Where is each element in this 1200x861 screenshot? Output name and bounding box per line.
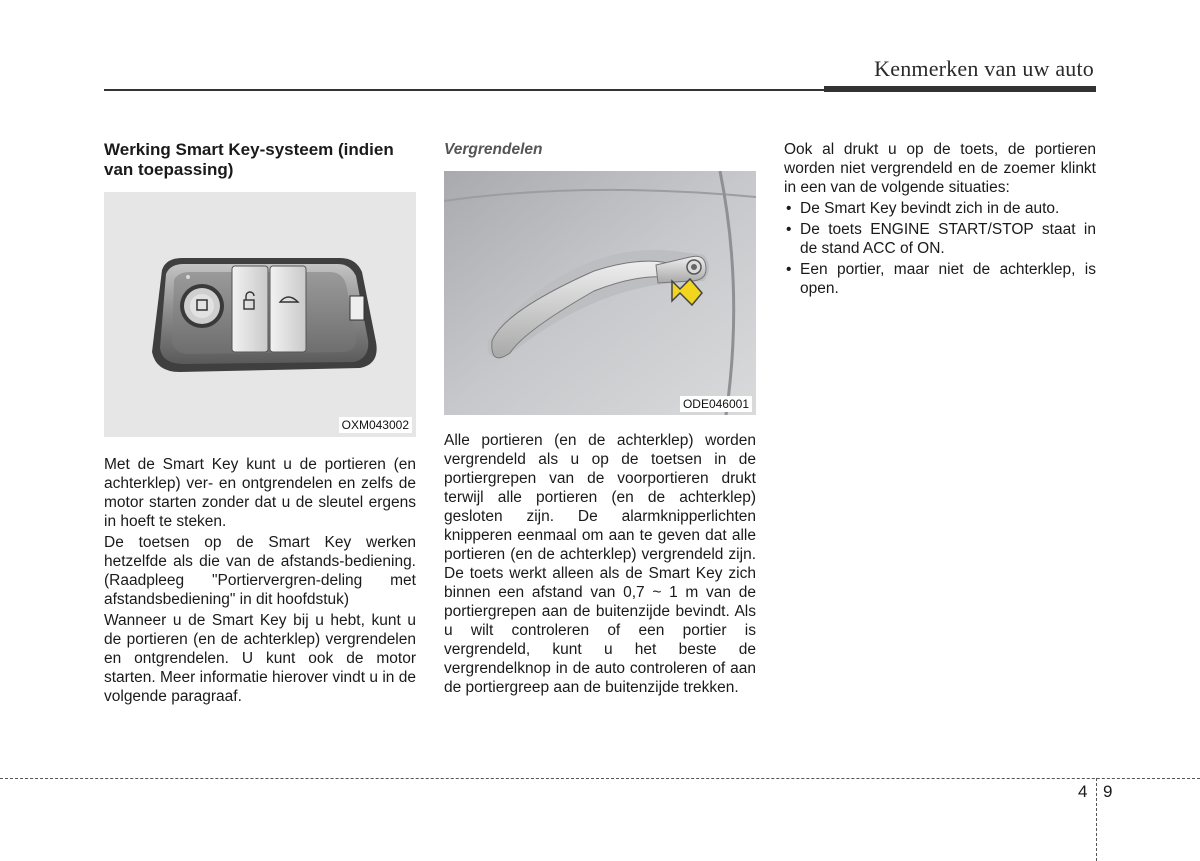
smart-key-illustration	[104, 192, 416, 437]
column-situations	[784, 140, 1096, 300]
page-number: 9	[1103, 782, 1113, 801]
bullet-icon: •	[786, 200, 792, 217]
bullet-icon: •	[786, 221, 792, 238]
paragraph: De toetsen op de Smart Key werken hetzelfde als die van de afstands-bediening. (Raadpleeg "Portiervergren-deling met afstandsbediening" in dit hoofdstuk)	[104, 534, 416, 608]
list-item	[784, 220, 1096, 258]
figure-code: OXM043002	[339, 417, 412, 433]
column-vergrendelen	[444, 140, 756, 699]
list-item-text: De toets ENGINE START/STOP staat in de stand ACC of ON.	[800, 221, 1096, 257]
list-item-text: De Smart Key bevindt zich in de auto.	[800, 200, 1060, 217]
subheading: Vergrendelen	[444, 141, 543, 158]
list-item	[784, 199, 1096, 218]
paragraph: Alle portieren (en de achterklep) worden vergrendeld als u op de toetsen in de portiergrepen van de voorportieren drukt terwijl alle portieren (en de achterklep) gesloten zijn. De alarmknipperlichten knipperen eenmaal om aan te geven dat alle portieren (en de achterklep) vergrendeld zijn. De toets werkt alleen als de Smart Key zich binnen een afstand van 0,7 ~ 1 m van de portiergrepen aan de buitenzijde bevindt. Als u wilt controleren of een portier is vergrendeld, kunt u het beste de vergrendelknop in de auto controleren of aan de portiergreep aan de buitenzijde trekken.	[444, 432, 756, 696]
chapter-number: 4	[1078, 782, 1088, 801]
door-handle-illustration	[444, 171, 756, 415]
page-header-title: Kenmerken van uw auto	[874, 56, 1094, 81]
door-handle-figure	[444, 171, 756, 415]
paragraph: Met de Smart Key kunt u de portieren (en achterklep) ver- en ontgrendelen en zelfs de motor starten zonder dat u de sleutel ergens in hoeft te steken.	[104, 456, 416, 530]
list-item	[784, 260, 1096, 298]
paragraph: Wanneer u de Smart Key bij u hebt, kunt u de portieren (en de achterklep) vergrendelen en ontgrendelen. U kunt ook de motor starten. Meer informatie hierover vindt u in de volgende paragraaf.	[104, 612, 416, 705]
intro-paragraph: Ook al drukt u op de toets, de portieren worden niet vergrendeld en de zoemer klinkt in een van de volgende situaties:	[784, 141, 1096, 196]
header-rule-accent	[824, 86, 1096, 92]
column-smart-key	[104, 140, 416, 708]
figure-code: ODE046001	[680, 396, 752, 412]
smart-key-figure	[104, 192, 416, 437]
bullet-list	[784, 199, 1096, 298]
list-item-text: Een portier, maar niet de achterklep, is open.	[800, 261, 1096, 297]
footer-page-divider	[1096, 778, 1097, 861]
header-rule	[104, 89, 826, 91]
bullet-icon: •	[786, 261, 792, 278]
section-heading: Werking Smart Key-systeem (indien van toepassing)	[104, 140, 394, 179]
footer-divider	[0, 778, 1200, 779]
